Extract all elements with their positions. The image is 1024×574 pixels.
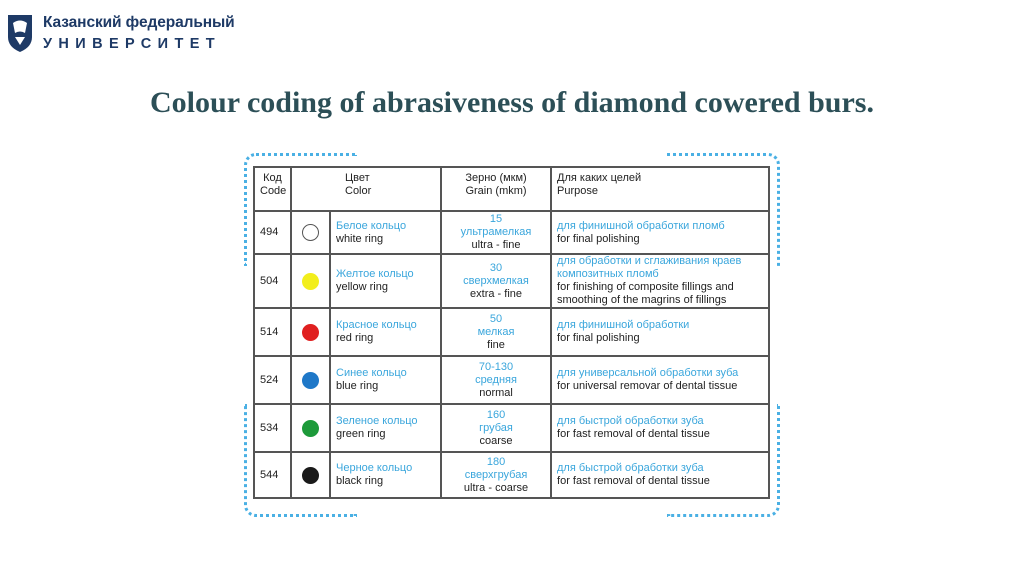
grain-en: ultra - coarse (463, 481, 529, 494)
color-cell (330, 404, 441, 452)
header-purpose (551, 167, 769, 211)
grain-num: 30 (489, 261, 503, 274)
color-en: green ring (336, 428, 386, 440)
grain-cell (441, 254, 551, 308)
grain-cell (441, 356, 551, 404)
color-ru: Синее кольцо (336, 367, 407, 379)
purpose-ru: для быстрой обработки зуба (557, 462, 704, 474)
header-color (291, 167, 441, 211)
purpose-ru: для обработки и сглаживания краев композитных пломб (557, 255, 742, 280)
ring-cell (291, 356, 330, 404)
purpose-cell (551, 452, 769, 498)
grain-en: coarse (479, 434, 513, 447)
grain-en: normal (479, 386, 513, 399)
grain-ru: мелкая (477, 325, 515, 338)
header-grain (441, 167, 551, 211)
header-purpose-ru: Для каких целей (557, 172, 642, 184)
table-row (254, 452, 769, 498)
purpose-en: for final polishing (557, 332, 640, 344)
purpose-ru: для финишной обработки пломб (557, 219, 725, 232)
purpose-cell (551, 254, 769, 308)
ring-cell (291, 211, 330, 254)
purpose-cell (551, 211, 769, 254)
ring-cell (291, 452, 330, 498)
table-body (254, 211, 769, 498)
color-ring-icon (302, 372, 319, 389)
color-cell (330, 452, 441, 498)
table-row (254, 308, 769, 356)
purpose-cell (551, 404, 769, 452)
color-cell (330, 254, 441, 308)
row-code (254, 356, 291, 404)
purpose-cell (551, 356, 769, 404)
ring-cell (291, 308, 330, 356)
color-ru: Черное кольцо (336, 462, 413, 474)
color-ring-icon (302, 224, 319, 241)
purpose-en: for universal removar of dental tissue (557, 380, 738, 392)
grain-cell (441, 308, 551, 356)
purpose-ru: для быстрой обработки зуба (557, 415, 704, 427)
color-en: red ring (336, 332, 374, 344)
logo-line1: Казанский федеральный (43, 14, 235, 31)
grain-ru: грубая (479, 421, 513, 434)
university-logo (6, 13, 235, 53)
color-ru: Белое кольцо (336, 219, 407, 232)
grain-ru: ультрамелкая (460, 226, 532, 238)
slide-title: Colour coding of abrasiveness of diamond cowered burs. (150, 86, 874, 119)
purpose-ru: для универсальной обработки зуба (557, 367, 739, 379)
row-code (254, 452, 291, 498)
color-en: black ring (336, 475, 384, 487)
purpose-en: for fast removal of dental tissue (557, 475, 710, 487)
purpose-en: for fast removal of dental tissue (557, 428, 710, 440)
header-grain-ru: Зерно (мкм) (465, 172, 527, 184)
color-ru: Зеленое кольцо (336, 415, 418, 427)
header-code-ru: Код (263, 172, 282, 184)
logo-line2: УНИВЕРСИТЕТ (43, 35, 222, 52)
color-cell (330, 356, 441, 404)
color-ru: Желтое кольцо (336, 268, 414, 280)
purpose-cell (551, 308, 769, 356)
color-ring-icon (302, 467, 319, 484)
table-row (254, 404, 769, 452)
color-ring-icon (302, 324, 319, 341)
grain-num: 70-130 (478, 360, 514, 373)
table-row (254, 211, 769, 254)
grain-ru: сверхмелкая (463, 274, 529, 287)
row-code (254, 404, 291, 452)
grain-cell (441, 211, 551, 254)
code-value: 494 (260, 226, 279, 238)
header-code (254, 167, 291, 211)
purpose-en: for final polishing (557, 232, 640, 245)
header-grain-en: Grain (mkm) (465, 185, 527, 197)
code-value: 514 (260, 325, 279, 338)
grain-ru: средняя (475, 373, 517, 386)
row-code (254, 254, 291, 308)
grain-num: 15 (489, 213, 503, 225)
color-cell (330, 211, 441, 254)
grain-en: fine (487, 338, 505, 351)
header-color-ru: Цвет (345, 172, 370, 184)
table-header-row (254, 167, 769, 211)
color-en: yellow ring (336, 281, 388, 293)
header-code-en: Code (260, 185, 287, 197)
row-code (254, 211, 291, 254)
grain-num: 180 (486, 455, 506, 468)
purpose-en: for finishing of composite fillings and smoothing of the magrins of fillings (557, 281, 734, 306)
purpose-ru: для финишной обработки (557, 319, 690, 331)
color-cell (330, 308, 441, 356)
row-code (254, 308, 291, 356)
grain-en: ultra - fine (471, 239, 521, 251)
color-ring-icon (302, 420, 319, 437)
grain-ru: сверхгрубая (464, 468, 528, 481)
code-value: 534 (260, 421, 279, 434)
grain-num: 160 (486, 408, 506, 421)
grain-cell (441, 404, 551, 452)
color-ru: Красное кольцо (336, 319, 417, 331)
code-value: 504 (260, 274, 279, 287)
header-color-en: Color (345, 185, 372, 197)
table-row (254, 356, 769, 404)
table-row (254, 254, 769, 308)
grain-en: extra - fine (470, 287, 522, 300)
code-value: 524 (260, 373, 279, 386)
logo-text (43, 15, 235, 51)
code-value: 544 (260, 468, 279, 481)
kfu-emblem-icon (6, 13, 34, 53)
ring-cell (291, 254, 330, 308)
ring-cell (291, 404, 330, 452)
header-purpose-en: Purpose (557, 185, 598, 197)
grain-cell (441, 452, 551, 498)
burs-table (253, 166, 770, 499)
grain-num: 50 (489, 312, 503, 325)
color-en: blue ring (336, 380, 379, 392)
color-ring-icon (302, 273, 319, 290)
color-en: white ring (336, 232, 384, 245)
